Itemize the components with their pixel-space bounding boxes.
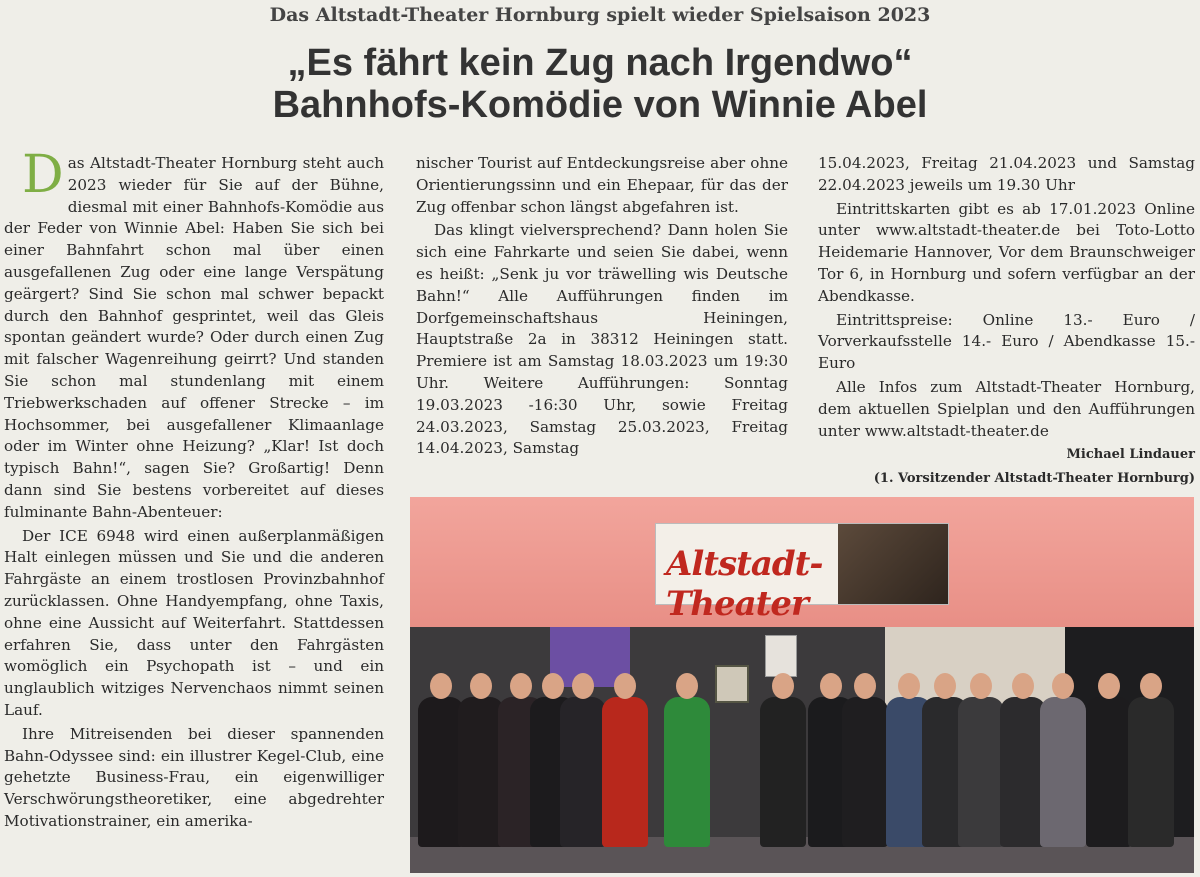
kicker-line: Das Altstadt-Theater Hornburg spielt wieder Spielsaison 2023 (269, 4, 931, 26)
ensemble-photo (410, 497, 1194, 873)
cast-member-head (1012, 673, 1034, 699)
article-column-3 (818, 153, 1195, 492)
cast-member-head (470, 673, 492, 699)
paragraph-intro (4, 145, 384, 524)
cast-member-head (1140, 673, 1162, 699)
article-column-1 (4, 145, 384, 835)
cast-member-head (572, 673, 594, 699)
cast-member-head (430, 673, 452, 699)
paragraph-1-text: as Altstadt-Theater Hornburg steht auch 2023 wieder für Sie auf der Bühne, diesmal mit einer Bahnhofs-Komödie aus der Feder von Winnie Abel: Haben Sie sich bei einer Bahnfahrt schon mal über einen ausgefallenen Zug oder eine lange Verspätung geärgert? Sind Sie schon mal schwer bepackt durch den Bahnhof gesprintet, weil das Gleis spontan geändert wurde? Oder durch einen Zug mit falscher Wagenreihung geirrt? Und standen Sie schon mal stundenlang mit einem Triebwerkschaden auf offener Strecke – im Hochsommer, bei ausgefallener Klimaanlage oder im Winter ohne Heizung? „Klar! Ist doch typisch Bahn!“, sagen Sie? Großartig! Denn dann sind Sie bestens vorbereitet auf dieses fulminante Bahn-Abenteuer: (4, 154, 384, 521)
cast-member-head (510, 673, 532, 699)
paragraph-tickets: Eintrittskarten gibt es ab 17.01.2023 Online unter www.altstadt-theater.de bei Toto-Lotto Heidemarie Hannover, Vor dem Braunschweiger Tor 6, in Hornburg und sofern verfügbar an der Abendkasse. (818, 199, 1195, 305)
article-column-2 (416, 153, 788, 462)
cast-member (760, 697, 806, 847)
paragraph-4-start: Das klingt vielversprechend? Dann holen Sie sich eine Fahrkarte und seien Sie dabei, wenn es heißt: „Senk ju vor träwelling wis Deutsche Bahn!“ Alle Aufführungen finden im Dorfgemeinschaftshaus Heiningen, Hauptstraße 2a in 38312 Heiningen statt. Premiere ist am Samstag 18.03.2023 um 19:30 Uhr. Weitere Aufführungen: Sonntag 19.03.2023 -16:30 Uhr, sowie Freitag 24.03.2023, Samstag 25.03.2023, Freitag 14.04.2023, Samstag (416, 221, 788, 458)
paragraph-4-end: 15.04.2023, Freitag 21.04.2023 und Samstag 22.04.2023 jeweils um 19.30 Uhr (818, 154, 1195, 194)
cast-member-head (854, 673, 876, 699)
cast-member-head (970, 673, 992, 699)
wall-portrait (715, 665, 749, 703)
cast-member (664, 697, 710, 847)
cast-member-head (1098, 673, 1120, 699)
cast-member-head (614, 673, 636, 699)
paragraph-3-end: nischer Tourist auf Entdeckungsreise aber ohne Orientierungssinn und ein Ehepaar, für das der Zug offenbar schon längst abgefahren ist. (416, 154, 788, 216)
cast-member (1128, 697, 1174, 847)
wall-sign (765, 635, 797, 677)
cast-member-head (1052, 673, 1074, 699)
cast-member-head (676, 673, 698, 699)
cast-member-head (772, 673, 794, 699)
author-role: (1. Vorsitzender Altstadt-Theater Hornburg) (873, 471, 1195, 487)
headline-line-1: „Es fährt kein Zug nach Irgendwo“ (287, 42, 913, 84)
headline-line-2: Bahnhofs-Komödie von Winnie Abel (272, 84, 928, 126)
author-name: Michael Lindauer (1066, 447, 1195, 463)
cast-member-head (542, 673, 564, 699)
cast-member (602, 697, 648, 847)
paragraph-2: Der ICE 6948 wird einen außerplanmäßigen Halt einlegen müssen und Sie und die anderen Fahrgäste an einem trostlosen Provinzbahnhof zurücklassen. Ohne Handyempfang, ohne Taxis, ohne eine Aussicht auf Weiterfahrt. Stattdessen erfahren Sie, dass unter den Fahrgästen womöglich ein Psychopath ist – und ein unglaublich witziges Nervenchaos nimmt seinen Lauf. (4, 526, 384, 719)
cast-member (560, 697, 606, 847)
paragraph-info: Alle Infos zum Altstadt-Theater Hornburg, dem aktuellen Spielplan und den Aufführungen unter www.altstadt-theater.de (818, 377, 1195, 440)
headline (0, 42, 1200, 126)
cast-member-head (934, 673, 956, 699)
paragraph-prices: Eintrittspreise: Online 13.- Euro / Vorverkaufsstelle 14.- Euro / Abendkasse 15.- Euro (818, 310, 1195, 373)
paragraph-3-start: Ihre Mitreisenden bei dieser spannenden Bahn-Odyssee sind: ein illustrer Kegel-Club, eine gehetzte Business-Frau, ein eigenwilliger Verschwörungstheoretiker, eine abgedrehter Motivationstrainer, ein amerika- (4, 724, 384, 830)
cast-member-head (898, 673, 920, 699)
sign-image (838, 524, 948, 604)
cast-member (1086, 697, 1132, 847)
cast-member (842, 697, 888, 847)
drop-cap: D (22, 145, 64, 205)
theater-sign (655, 523, 949, 624)
cast-member-head (820, 673, 842, 699)
cast-member (1040, 697, 1086, 847)
theater-sign-text: Altstadt-Theater (666, 544, 823, 624)
cast-member (958, 697, 1004, 847)
